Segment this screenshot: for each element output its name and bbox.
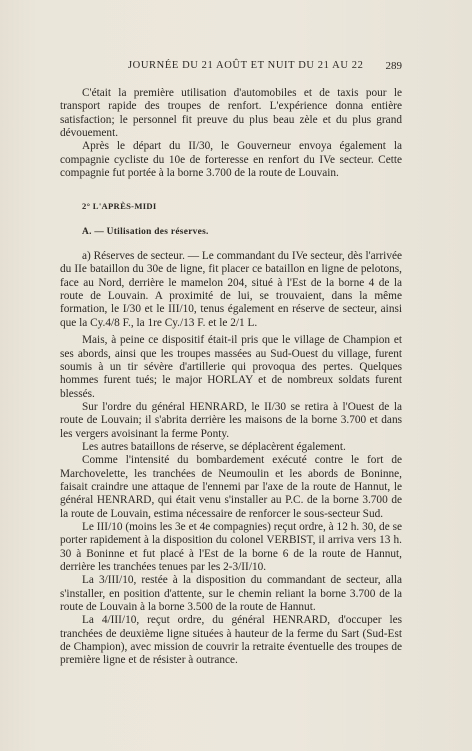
paragraph: Comme l'intensité du bombardement exécuté contre le fort de Marchovelette, les tranchées de Neumoulin et les abords de Boninne, faisait craindre une attaque de l'ennemi par l'axe de la route de Hannut, le général HENRARD, qui était venu s'installer au P.C. de la borne 3.700 de la route de Louvain, estima nécessaire de renforcer le sous-secteur Sud.	[60, 454, 402, 520]
paragraph: Sur l'ordre du général HENRARD, le II/30 se retira à l'Ouest de la route de Louvain; il s'abrita derrière les maisons de la borne 3.700 et dans les vergers avoisinant la ferme Ponty.	[60, 400, 402, 440]
paragraph: La 3/III/10, restée à la disposition du commandant de secteur, alla s'installer, en position d'attente, sur le chemin reliant la borne 3.700 de la route de Louvain à la borne 3.500 de la route de Hannut.	[60, 574, 402, 614]
subsection-title: A. — Utilisation des réserves.	[82, 226, 209, 237]
page-number: 289	[385, 60, 402, 72]
paragraph: Mais, à peine ce dispositif était-il pris que le village de Champion et ses abords, ainsi que les troupes massées au Sud-Ouest du village, furent soumis à un tir sévère d'artillerie qui provoqua des pertes. Quelques hommes furent tués; le major HORLAY et de nombreux soldats furent blessés.	[60, 334, 402, 400]
running-head: JOURNÉE DU 21 AOÛT ET NUIT DU 21 AU 22	[128, 60, 364, 71]
paragraph: C'était la première utilisation d'automobiles et de taxis pour le transport rapide des troupes de renfort. L'expérience donna entière satisfaction; le personnel fit preuve du plus beau zèle et du plus grand dévouement.	[60, 87, 402, 140]
paragraph: Après le départ du II/30, le Gouverneur envoya également la compagnie cycliste du 10e de forteresse en renfort du IVe secteur. Cette compagnie fut portée à la borne 3.700 de la route de Louvain.	[60, 140, 402, 180]
paragraph: La 4/III/10, reçut ordre, du général HENRARD, d'occuper les tranchées de deuxième ligne situées à hauteur de la ferme du Sart (Sud-Est de Champion), avec mission de couvrir la retraite éventuelle des troupes de première ligne et de résister à outrance.	[60, 614, 402, 667]
paragraph: Les autres bataillons de réserve, se déplacèrent également.	[82, 440, 346, 453]
paragraph: Le III/10 (moins les 3e et 4e compagnies) reçut ordre, à 12 h. 30, de se porter rapidement à la disposition du colonel VERBIST, il arriva vers 13 h. 30 à Boninne et fut placé à l'Est de la borne 6 de la route de Hannut, derrière les tranchées tenues par les 2-3/II/10.	[60, 520, 402, 573]
page-body	[60, 87, 402, 668]
paragraph: a) Réserves de secteur. — Le commandant du IVe secteur, dès l'arrivée du IIe bataillon du 30e de ligne, fit placer ce bataillon en ligne de pelotons, face au Nord, derrière le mamelon 204, situé à l'Est de la borne 4 de la route de Louvain. A proximité de lui, se trouvaient, dans la même formation, le I/30 et le III/10, tenus également en réserve de secteur, ainsi que la Cy.4/8 F., la 1re Cy./13 F. et le 2/1 L.	[60, 250, 402, 329]
section-title: 2° L'APRÈS-MIDI	[82, 201, 157, 212]
